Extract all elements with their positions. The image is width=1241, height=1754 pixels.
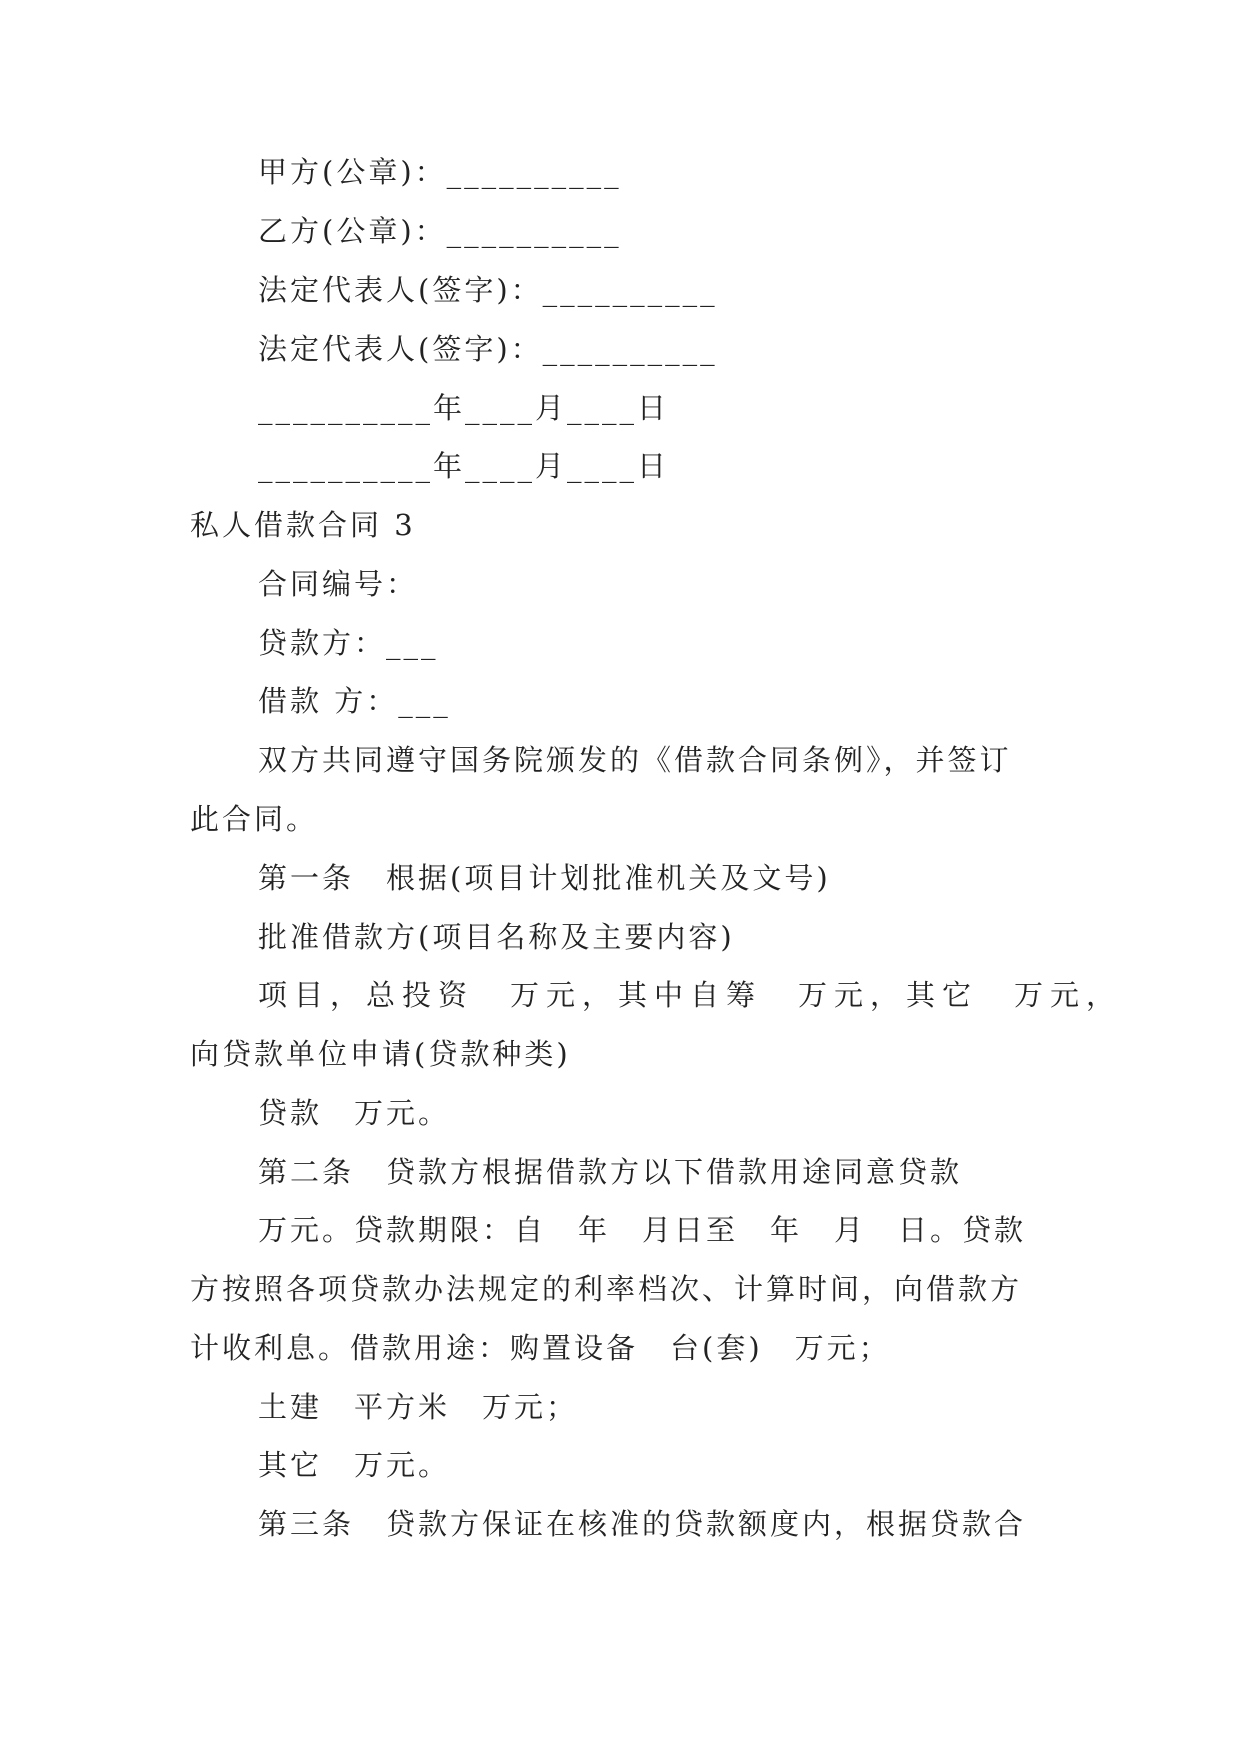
text-line: 法定代表人(签字)：__________ [258, 332, 718, 366]
text-line: 贷款 万元。 [258, 1096, 451, 1130]
text-line: 批准借款方(项目名称及主要内容) [258, 920, 735, 954]
text-line: 向贷款单位申请(贷款种类) [190, 1037, 571, 1071]
text-line: __________年____月____日 [258, 449, 670, 483]
text-line: 项目，总投资 万元，其中自筹 万元，其它 万元， [258, 978, 1123, 1012]
text-line: 合同编号： [258, 567, 419, 601]
text-line: 贷款方：___ [258, 626, 439, 660]
text-line: 双方共同遵守国务院颁发的《借款合同条例》，并签订 [258, 743, 1012, 777]
text-line: 第三条 贷款方保证在核准的贷款额度内，根据贷款合 [258, 1507, 1027, 1541]
text-line: 计收利息。借款用途：购置设备 台(套) 万元； [190, 1331, 891, 1365]
text-line: __________年____月____日 [258, 391, 670, 425]
text-line: 土建 平方米 万元； [258, 1390, 579, 1424]
text-line: 其它 万元。 [258, 1448, 451, 1482]
text-line: 第二条 贷款方根据借款方以下借款用途同意贷款 [258, 1155, 963, 1189]
text-line: 甲方(公章)：__________ [258, 155, 622, 189]
text-line: 万元。贷款期限：自 年 月日至 年 月 日。贷款 [258, 1213, 1027, 1247]
text-line: 此合同。 [190, 802, 319, 836]
text-line: 第一条 根据(项目计划批准机关及文号) [258, 861, 831, 895]
text-line: 乙方(公章)：__________ [258, 214, 622, 248]
text-line: 私人借款合同 3 [190, 508, 416, 542]
text-line: 方按照各项贷款办法规定的利率档次、计算时间，向借款方 [190, 1272, 1023, 1306]
text-line: 法定代表人(签字)：__________ [258, 273, 718, 307]
text-line: 借款 方：___ [258, 684, 451, 718]
